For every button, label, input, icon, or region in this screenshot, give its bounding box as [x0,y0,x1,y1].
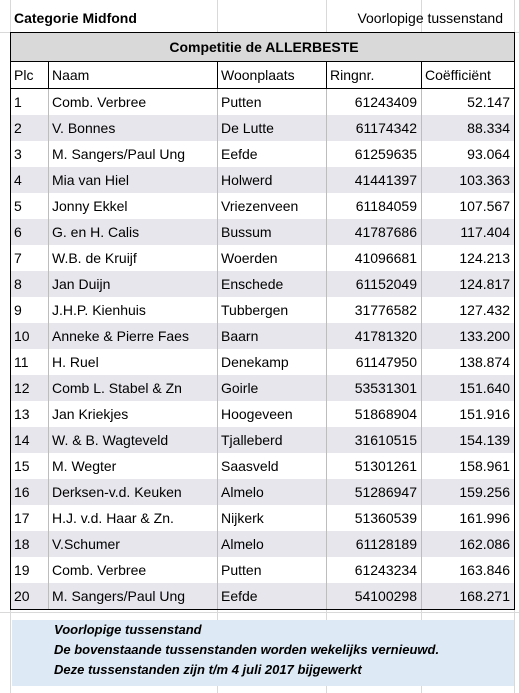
cell-woonplaats: Eefde [218,583,327,610]
cell-ringnr: 61128189 [327,531,422,557]
cell-naam: Comb L. Stabel & Zn [49,375,218,401]
column-header-naam: Naam [49,62,218,89]
gridline [0,612,519,613]
cell-ringnr: 41781320 [327,323,422,349]
cell-coefficient: 93.064 [422,141,515,167]
column-header-ringnr: Ringnr. [327,62,422,89]
cell-plc: 14 [11,427,49,453]
cell-ringnr: 51868904 [327,401,422,427]
cell-plc: 8 [11,271,49,297]
cell-woonplaats: Tubbergen [218,297,327,323]
cell-plc: 9 [11,297,49,323]
cell-plc: 1 [11,89,49,116]
cell-coefficient: 168.271 [422,583,515,610]
cell-plc: 11 [11,349,49,375]
cell-ringnr: 61152049 [327,271,422,297]
column-header-woonplaats: Woonplaats [218,62,327,89]
cell-ringnr: 61243234 [327,557,422,583]
cell-woonplaats: Holwerd [218,167,327,193]
cell-ringnr: 61184059 [327,193,422,219]
table-row [11,557,515,583]
cell-naam: H.J. v.d. Haar & Zn. [49,505,218,531]
cell-naam: M. Wegter [49,453,218,479]
cell-ringnr: 41441397 [327,167,422,193]
cell-ringnr: 51360539 [327,505,422,531]
cell-plc: 18 [11,531,49,557]
cell-naam: V. Bonnes [49,115,218,141]
cell-woonplaats: Almelo [218,479,327,505]
header-row [0,10,519,32]
cell-plc: 7 [11,245,49,271]
cell-naam: Jan Kriekjes [49,401,218,427]
table-row [11,89,515,116]
cell-woonplaats: De Lutte [218,115,327,141]
cell-ringnr: 54100298 [327,583,422,610]
note-line: Deze tussenstanden zijn t/m 4 juli 2017 bijgewerkt [54,662,362,677]
cell-woonplaats: Eefde [218,141,327,167]
category-label: Categorie Midfond [14,10,137,26]
standings-table [10,32,515,610]
cell-ringnr: 61147950 [327,349,422,375]
cell-coefficient: 124.213 [422,245,515,271]
cell-woonplaats: Saasveld [218,453,327,479]
cell-woonplaats: Nijkerk [218,505,327,531]
cell-woonplaats: Enschede [218,271,327,297]
table-row [11,479,515,505]
cell-naam: Derksen-v.d. Keuken [49,479,218,505]
cell-ringnr: 31776582 [327,297,422,323]
table-row [11,505,515,531]
cell-coefficient: 103.363 [422,167,515,193]
cell-coefficient: 162.086 [422,531,515,557]
cell-plc: 5 [11,193,49,219]
table-row [11,245,515,271]
table-row [11,219,515,245]
cell-ringnr: 41787686 [327,219,422,245]
cell-coefficient: 163.846 [422,557,515,583]
cell-coefficient: 52.147 [422,89,515,116]
column-header-plc: Plc [11,62,49,89]
cell-naam: W.B. de Kruijf [49,245,218,271]
cell-woonplaats: Denekamp [218,349,327,375]
cell-woonplaats: Tjalleberd [218,427,327,453]
cell-plc: 13 [11,401,49,427]
cell-naam: V.Schumer [49,531,218,557]
cell-plc: 19 [11,557,49,583]
table-row [11,271,515,297]
note-line: Voorlopige tussenstand [54,622,202,637]
status-label: Voorlopige tussenstand [357,10,503,26]
cell-plc: 3 [11,141,49,167]
table-row [11,297,515,323]
cell-ringnr: 53531301 [327,375,422,401]
cell-ringnr: 61243409 [327,89,422,116]
table-header-row [11,62,515,89]
cell-plc: 16 [11,479,49,505]
cell-coefficient: 154.139 [422,427,515,453]
cell-naam: Comb. Verbree [49,557,218,583]
cell-plc: 15 [11,453,49,479]
table-row [11,583,515,610]
cell-coefficient: 88.334 [422,115,515,141]
cell-plc: 6 [11,219,49,245]
cell-ringnr: 41096681 [327,245,422,271]
cell-coefficient: 133.200 [422,323,515,349]
table-row [11,141,515,167]
table-row [11,193,515,219]
cell-coefficient: 161.996 [422,505,515,531]
cell-woonplaats: Putten [218,557,327,583]
table-row [11,453,515,479]
cell-woonplaats: Goirle [218,375,327,401]
cell-coefficient: 117.404 [422,219,515,245]
note-line: De bovenstaande tussenstanden worden wekelijks vernieuwd. [54,642,440,657]
cell-woonplaats: Almelo [218,531,327,557]
table-row [11,167,515,193]
cell-coefficient: 127.432 [422,297,515,323]
table-row [11,375,515,401]
cell-plc: 4 [11,167,49,193]
table-row [11,323,515,349]
cell-woonplaats: Bussum [218,219,327,245]
cell-plc: 12 [11,375,49,401]
cell-ringnr: 61174342 [327,115,422,141]
cell-naam: J.H.P. Kienhuis [49,297,218,323]
cell-naam: M. Sangers/Paul Ung [49,141,218,167]
note-box [12,620,514,686]
cell-plc: 10 [11,323,49,349]
cell-coefficient: 151.916 [422,401,515,427]
cell-woonplaats: Hoogeveen [218,401,327,427]
cell-woonplaats: Baarn [218,323,327,349]
table-row [11,349,515,375]
cell-coefficient: 124.817 [422,271,515,297]
cell-naam: Jan Duijn [49,271,218,297]
table-title: Competitie de ALLERBESTE [11,33,515,62]
table-row [11,401,515,427]
cell-coefficient: 138.874 [422,349,515,375]
cell-naam: Anneke & Pierre Faes [49,323,218,349]
cell-coefficient: 158.961 [422,453,515,479]
cell-ringnr: 31610515 [327,427,422,453]
table-row [11,427,515,453]
cell-naam: W. & B. Wagteveld [49,427,218,453]
cell-ringnr: 51286947 [327,479,422,505]
cell-naam: Mia van Hiel [49,167,218,193]
cell-naam: Comb. Verbree [49,89,218,116]
cell-naam: M. Sangers/Paul Ung [49,583,218,610]
cell-plc: 17 [11,505,49,531]
cell-plc: 20 [11,583,49,610]
cell-coefficient: 159.256 [422,479,515,505]
cell-plc: 2 [11,115,49,141]
table-row [11,115,515,141]
cell-naam: Jonny Ekkel [49,193,218,219]
cell-coefficient: 151.640 [422,375,515,401]
cell-ringnr: 51301261 [327,453,422,479]
cell-naam: G. en H. Calis [49,219,218,245]
cell-ringnr: 61259635 [327,141,422,167]
column-header-coefficient: Coëfficiënt [422,62,515,89]
cell-woonplaats: Vriezenveen [218,193,327,219]
table-row [11,531,515,557]
table-body [11,89,515,610]
cell-coefficient: 107.567 [422,193,515,219]
cell-woonplaats: Woerden [218,245,327,271]
cell-woonplaats: Putten [218,89,327,116]
cell-naam: H. Ruel [49,349,218,375]
